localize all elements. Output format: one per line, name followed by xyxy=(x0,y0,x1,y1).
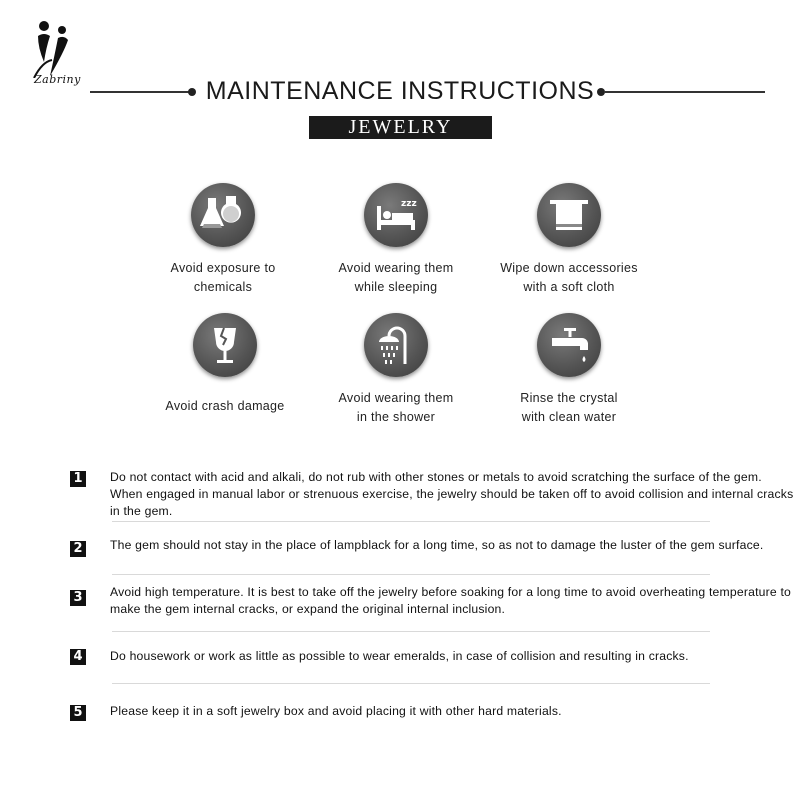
rule-number: 5 xyxy=(70,705,86,721)
title-dot-right xyxy=(597,88,605,96)
tip-chemicals-line1: Avoid exposure to xyxy=(170,261,276,275)
rule-number: 4 xyxy=(70,649,86,665)
tip-rinse-line2: with clean water xyxy=(521,410,617,424)
rule-text: Do housework or work as little as possible to wear emeralds, in case of collision and resulting in cracks. xyxy=(110,649,689,663)
rule-text: The gem should not stay in the place of lampblack for a long time, so as not to damage the luster of the gem surface. xyxy=(110,538,764,552)
title-rule-left xyxy=(90,91,190,93)
title-rule-right xyxy=(605,91,765,93)
title-dot-left xyxy=(188,88,196,96)
rule-text: Do not contact with acid and alkali, do not rub with other stones or metals to avoid scratching the surface of the gem. When engaged in manual labor or strenuous exercise, the jewelry should be taken off to avoid collision and internal cracks in the gem. xyxy=(110,470,794,518)
svg-text:zzz: zzz xyxy=(401,199,417,209)
tip-sleeping-line1: Avoid wearing them xyxy=(338,261,454,275)
couple-silhouette-icon xyxy=(24,18,84,78)
rule-number: 3 xyxy=(70,590,86,606)
tip-shower-line1: Avoid wearing them xyxy=(338,391,454,405)
broken-glass-icon xyxy=(193,313,257,377)
tip-crash xyxy=(140,313,310,416)
chemicals-flask-icon xyxy=(191,183,255,247)
tip-rinse-line1: Rinse the crystal xyxy=(520,391,618,405)
rule-number: 2 xyxy=(70,541,86,557)
rule-text: Please keep it in a soft jewelry box and avoid placing it with other hard materials. xyxy=(110,704,562,718)
tip-cloth-line2: with a soft cloth xyxy=(523,280,615,294)
tip-crash-line1: Avoid crash damage xyxy=(165,399,285,413)
brand-logo xyxy=(24,18,84,90)
tip-shower-line2: in the shower xyxy=(356,410,436,424)
water-tap-icon xyxy=(537,313,601,377)
divider xyxy=(112,683,710,684)
tip-chemicals xyxy=(138,183,308,297)
rule-number: 1 xyxy=(70,471,86,487)
tip-cloth xyxy=(484,183,654,297)
tip-sleeping-line2: while sleeping xyxy=(354,280,438,294)
towel-cloth-icon xyxy=(537,183,601,247)
tip-shower xyxy=(311,313,481,427)
tip-sleeping xyxy=(311,183,481,297)
shower-icon xyxy=(364,313,428,377)
page-subtitle: JEWELRY xyxy=(309,116,492,139)
divider xyxy=(112,574,710,575)
sleeping-bed-icon xyxy=(364,183,428,247)
divider xyxy=(112,631,710,632)
page-title: MAINTENANCE INSTRUCTIONS xyxy=(205,77,595,105)
tip-cloth-line1: Wipe down accessories xyxy=(500,261,638,275)
divider xyxy=(112,521,710,522)
rule-text: Avoid high temperature. It is best to take off the jewelry before soaking for a long time to avoid overheating temperature to make the gem internal cracks, or expand the original internal inclusion. xyxy=(110,585,792,616)
tip-rinse xyxy=(484,313,654,427)
tip-chemicals-line2: chemicals xyxy=(193,280,253,294)
logo-text: Zabriny xyxy=(34,73,81,86)
